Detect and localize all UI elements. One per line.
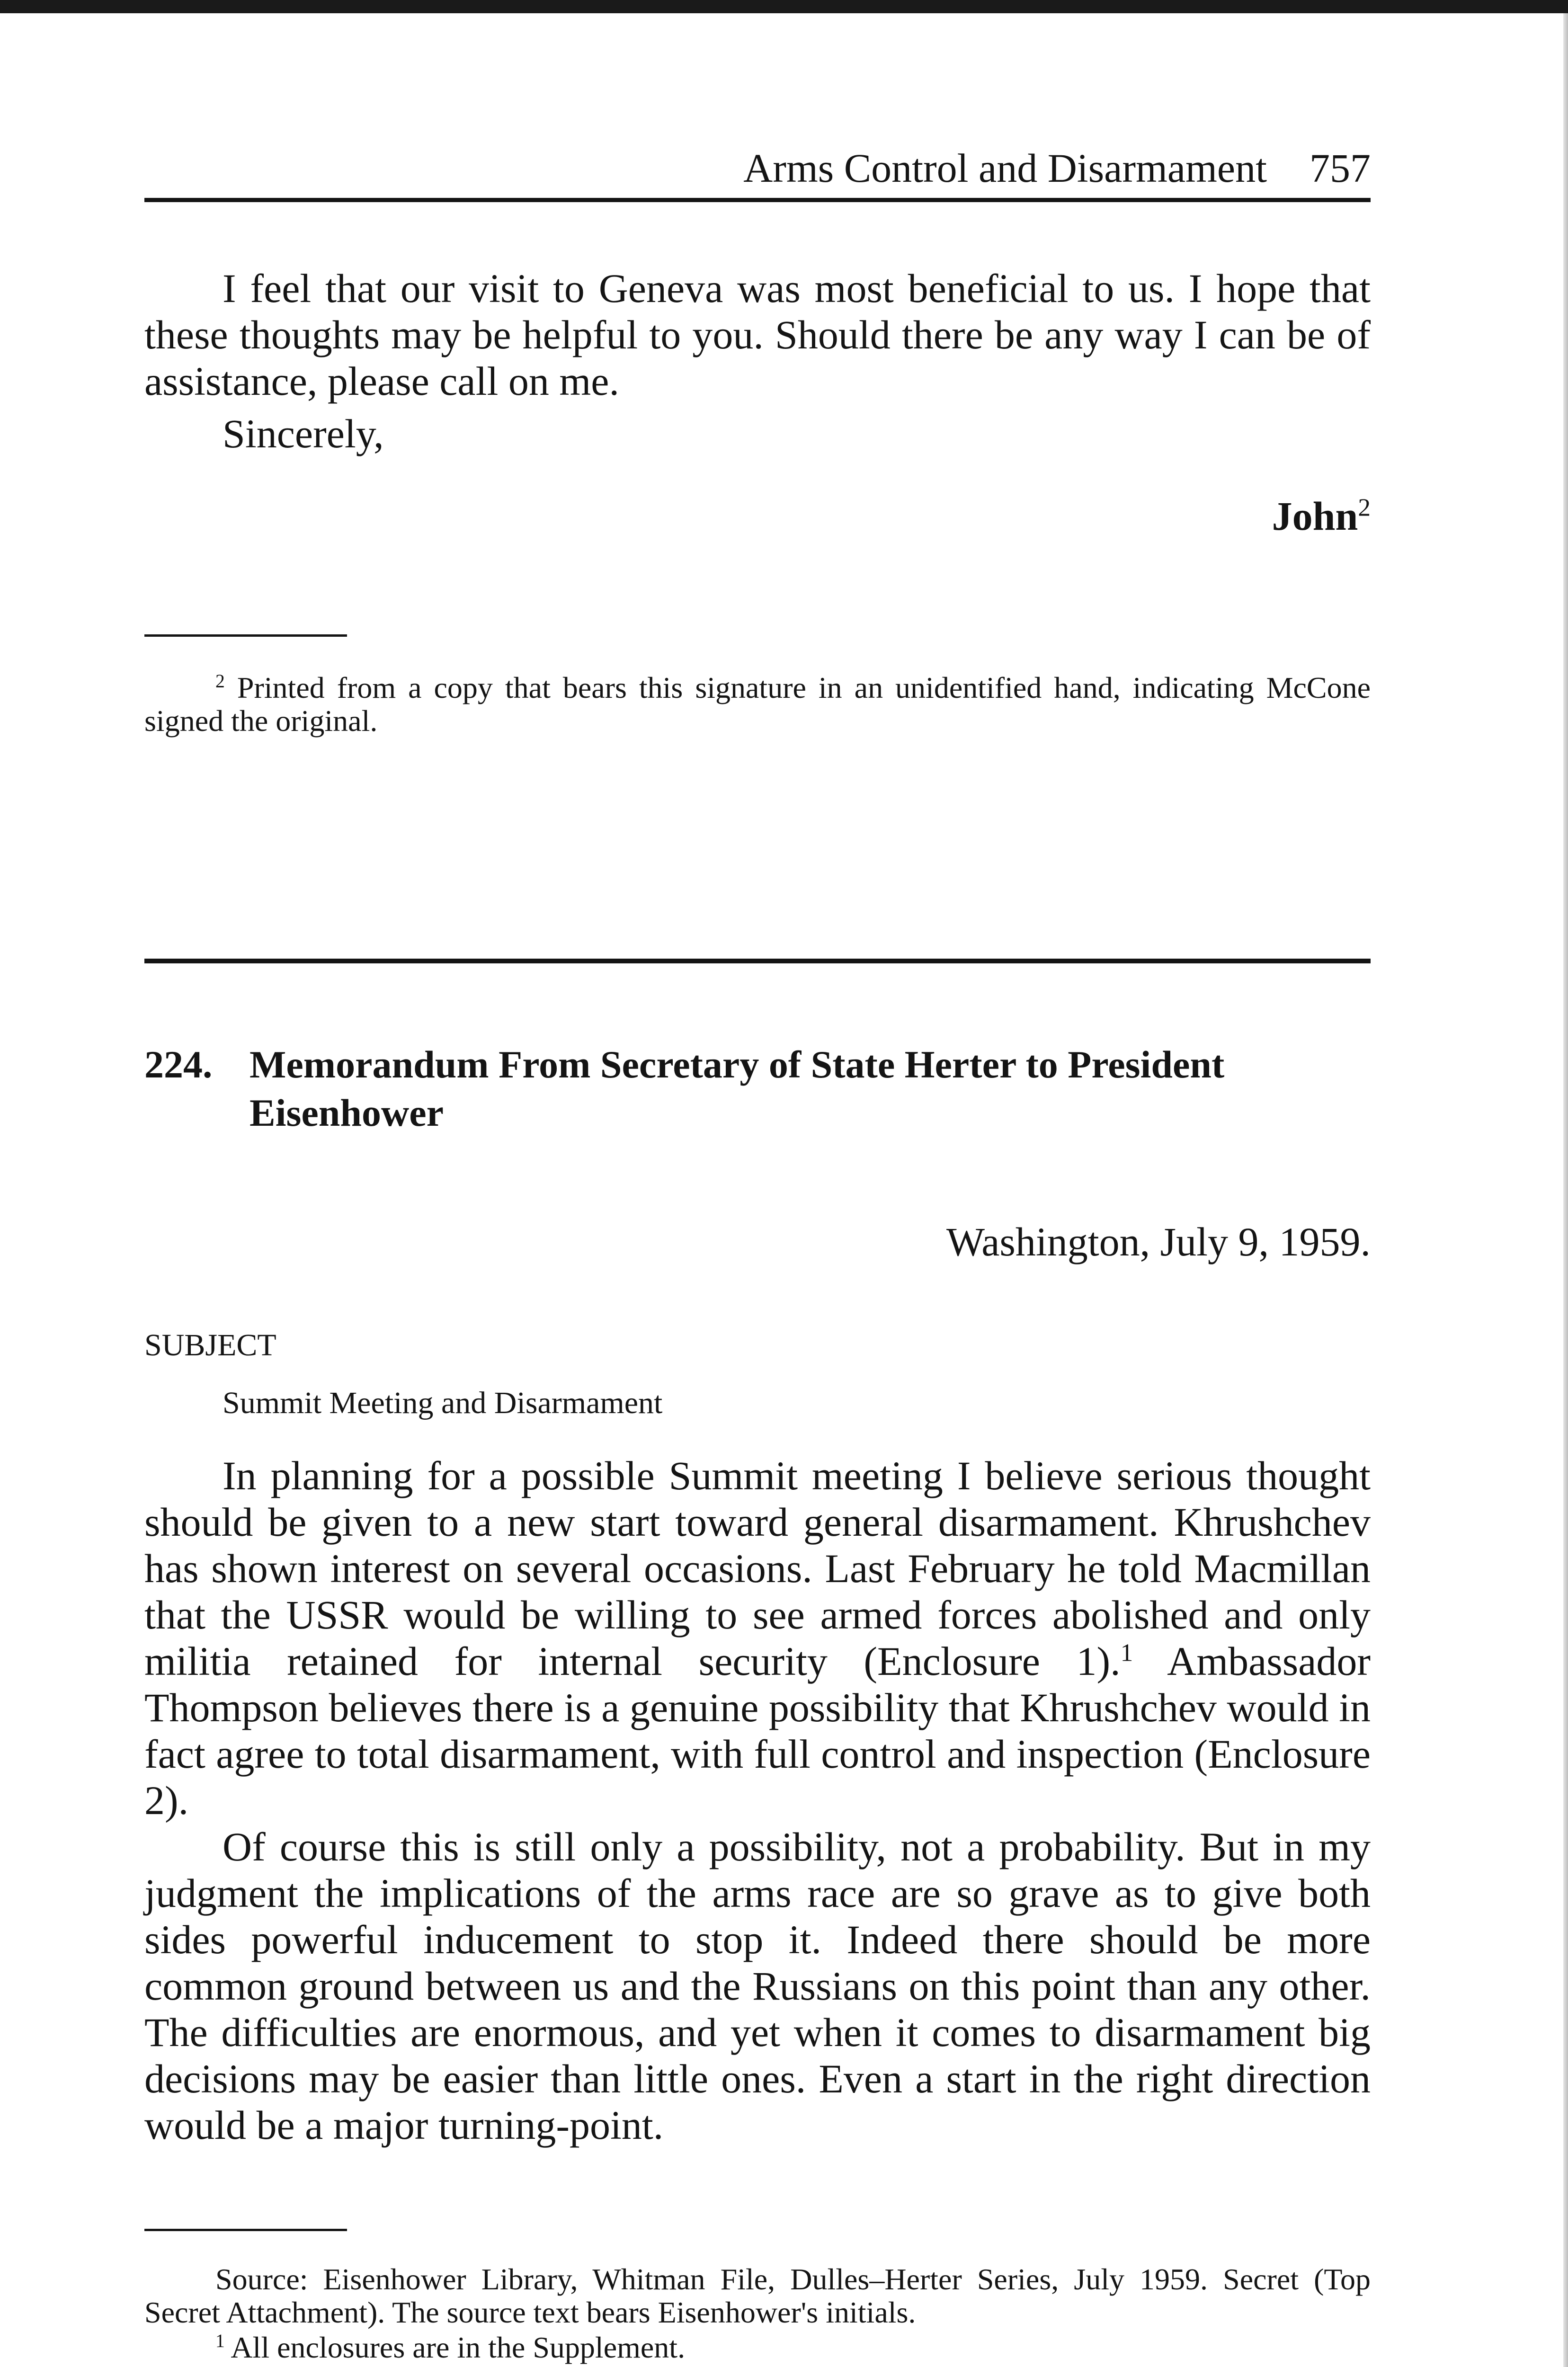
footnote-ref-2: 2 (1358, 493, 1371, 522)
page-number: 757 (1310, 145, 1371, 191)
footnote-2-marker: 2 (215, 671, 225, 692)
footnote-1-marker: 1 (215, 2331, 225, 2352)
footnote-ref-1: 1 (1120, 1638, 1133, 1667)
footnote-2 (144, 671, 1371, 738)
header-rule (144, 198, 1371, 202)
memo-body (144, 1452, 1371, 2148)
running-head-title: Arms Control and Disarmament (743, 145, 1267, 191)
scan-right-edge (1563, 13, 1568, 2367)
running-head (144, 142, 1371, 194)
letter-body (144, 265, 1371, 404)
scan-top-edge (0, 0, 1568, 13)
document-number: 224. (144, 1043, 213, 1086)
document-title: Memorandum From Secretary of State Herter to President Eisenhower (249, 1043, 1225, 1134)
footnote-2-text (144, 671, 1371, 738)
source-footnote-rule (144, 2229, 347, 2231)
memo-paragraph-1-part-b: Ambassador Thompson believes there is a genuine possibility that Khrushchev would in fact agree to total disarmament, with full control and inspection (Enclosure 2). (144, 1638, 1371, 1823)
dateline: Washington, July 9, 1959. (946, 1219, 1371, 1264)
memo-paragraph-1-part-a: In planning for a possible Summit meeting I believe serious thought should be given to a new start toward general disarmament. Khrushchev has shown interest on several occasions. Last February he told Macmillan that the USSR would be willing to see armed forces abolished and only militia retained for internal security (Enclosure 1). (144, 1453, 1371, 1684)
source-note: Source: Eisenhower Library, Whitman File, Dulles–Herter Series, July 1959. Secret (Top Secret Attachment). The source text bears Eisenhower's initials. (144, 2262, 1371, 2329)
footnote-1 (144, 2331, 1371, 2364)
subject-text: Summit Meeting and Disarmament (223, 1386, 663, 1420)
subject-label: SUBJECT (144, 1328, 276, 1362)
memo-paragraph-2: Of course this is still only a possibility, not a probability. But in my judgment the implications of the arms race are so grave as to give both sides powerful inducement to stop it. Indeed there should be more common ground between us and the Russians on this point than any other. The difficulties are enormous, and yet when it comes to disarmament big decisions may be easier than little ones. Even a start in the right direction would be a major turning-point. (144, 1824, 1371, 2148)
section-rule (144, 959, 1371, 963)
letter-signature (1272, 490, 1371, 542)
footnote-2-body: Printed from a copy that bears this signature in an unidentified hand, indicating McCone signed the original. (144, 671, 1371, 738)
letter-closing: Sincerely, (223, 411, 384, 456)
footnote-1-body: All enclosures are in the Supplement. (231, 2331, 686, 2364)
letter-paragraph: I feel that our visit to Geneva was most beneficial to us. I hope that these thoughts may be helpful to you. Should there be any way I can be of assistance, please call on me. (144, 266, 1371, 404)
source-footnotes (144, 2263, 1371, 2364)
memo-paragraph-1 (144, 1452, 1371, 1824)
signature-name: John (1272, 493, 1358, 539)
footnote-rule (144, 634, 347, 637)
